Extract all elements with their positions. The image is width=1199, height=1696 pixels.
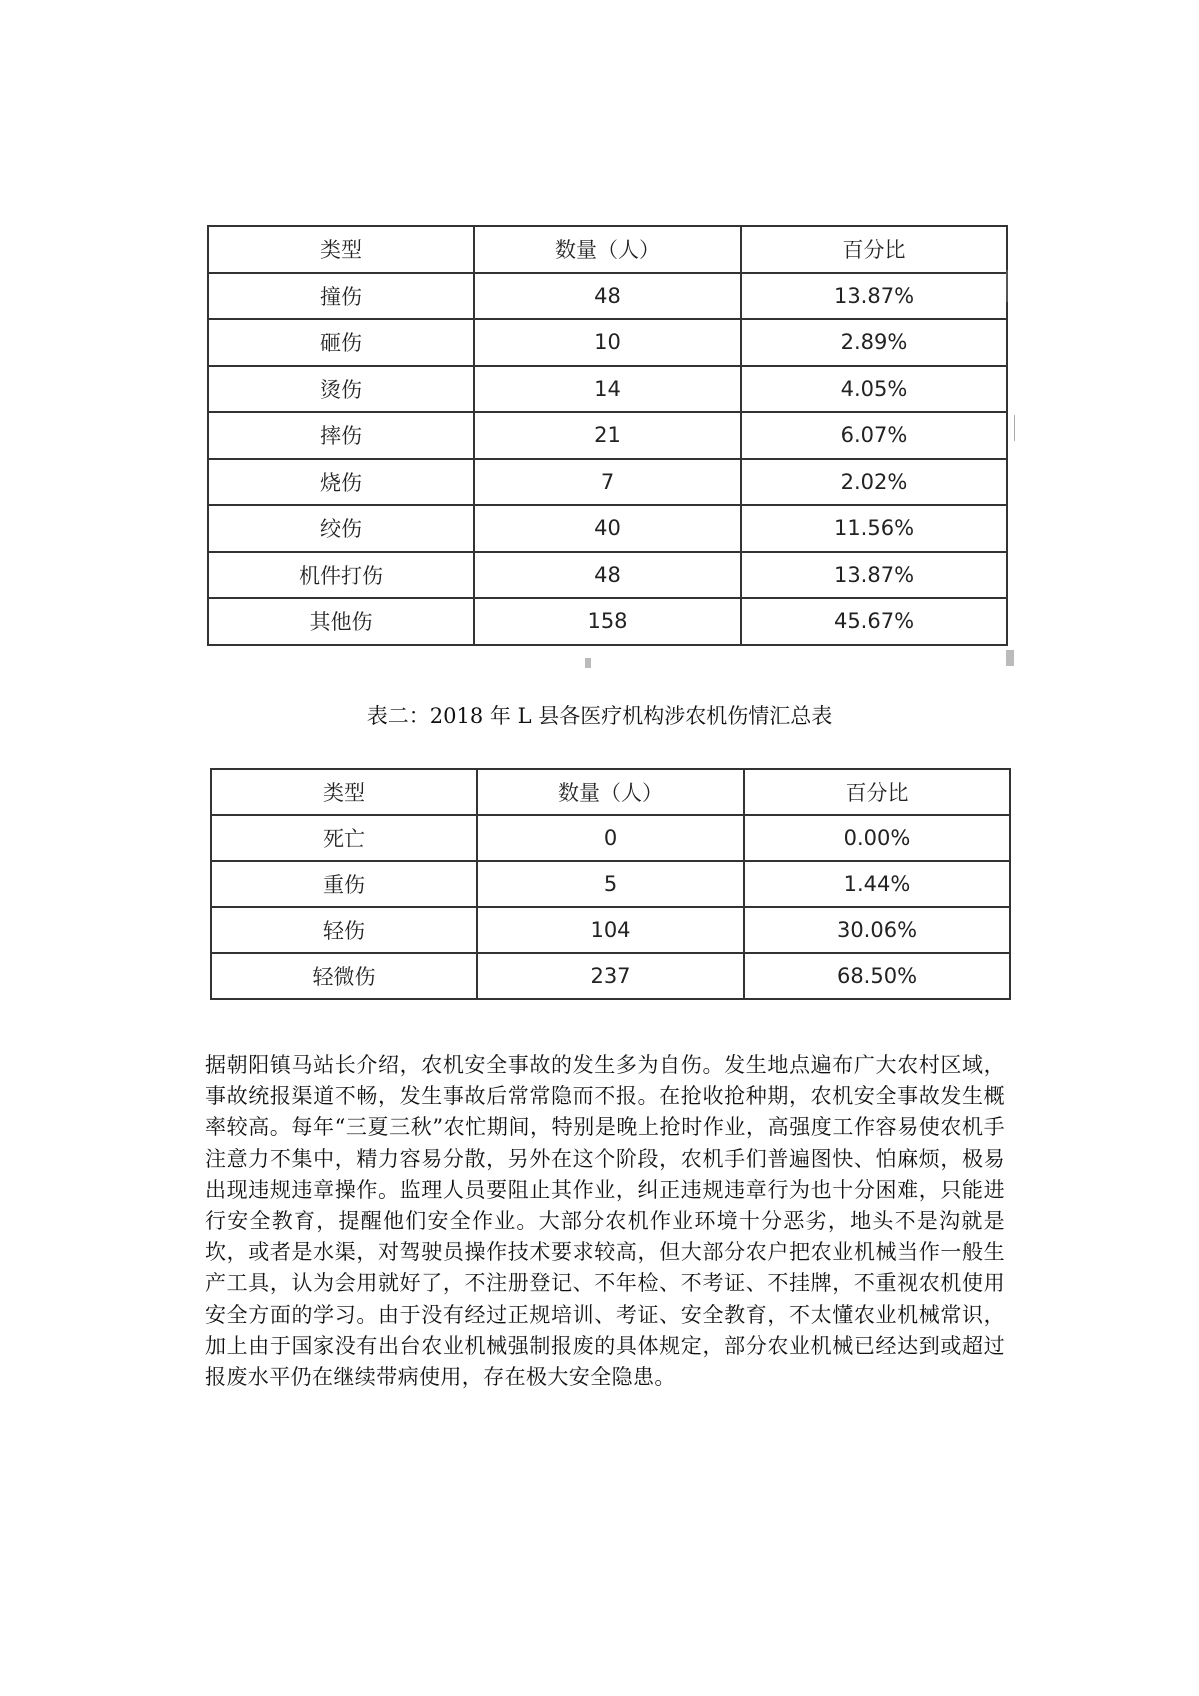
table-cell: 48 xyxy=(474,273,741,320)
table-cell: 5 xyxy=(477,861,744,907)
scan-mark xyxy=(1006,650,1014,666)
table-row xyxy=(208,459,1007,506)
table-row xyxy=(208,319,1007,366)
table-cell: 30.06% xyxy=(744,907,1010,953)
table-cell: 烧伤 xyxy=(208,459,474,506)
table-caption: 表二：2018 年 L 县各医疗机构涉农机伤情汇总表 xyxy=(366,704,833,728)
body-paragraph xyxy=(205,1050,1005,1393)
table-row xyxy=(208,598,1007,645)
table-row xyxy=(208,366,1007,413)
table-cell: 10 xyxy=(474,319,741,366)
table-cell: 40 xyxy=(474,505,741,552)
table-cell: 烫伤 xyxy=(208,366,474,413)
paragraph-text: 据朝阳镇马站长介绍，农机安全事故的发生多为自伤。发生地点遍布广大农村区域，事故统报渠道不畅，发生事故后常常隐而不报。在抢收抢种期，农机安全事故发生概率较高。每年“三夏三秋”农忙期间，特别是晚上抢时作业，高强度工作容易使农机手注意力不集中，精力容易分散，另外在这个阶段，农机手们普遍图快、怕麻烦，极易出现违规违章操作。监理人员要阻止其作业，纠正违规违章行为也十分困难，只能进行安全教育，提醒他们安全作业。大部分农机作业环境十分恶劣，地头不是沟就是坎，或者是水渠，对驾驶员操作技术要求较高，但大部分农户把农业机械当作一般生产工具，认为会用就好了，不注册登记、不年检、不考证、不挂牌，不重视农机使用安全方面的学习。由于没有经过正规培训、考证、安全教育，不太懂农业机械常识，加上由于国家没有出台农业机械强制报废的具体规定，部分农业机械已经达到或超过报废水平仍在继续带病使用，存在极大安全隐患。 xyxy=(205,1053,1005,1390)
table-header-row xyxy=(208,226,1007,273)
table-row xyxy=(211,815,1010,861)
table-cell: 0.00% xyxy=(744,815,1010,861)
table-row xyxy=(208,273,1007,320)
table-row xyxy=(211,861,1010,907)
table-cell: 7 xyxy=(474,459,741,506)
column-header: 类型 xyxy=(208,226,474,273)
scan-mark xyxy=(1006,270,1008,302)
injury-type-table-body xyxy=(208,226,1007,645)
table-cell: 14 xyxy=(474,366,741,413)
column-header: 类型 xyxy=(211,769,477,815)
table-cell: 1.44% xyxy=(744,861,1010,907)
table-cell: 237 xyxy=(477,953,744,999)
table-cell: 6.07% xyxy=(741,412,1007,459)
table-cell: 104 xyxy=(477,907,744,953)
column-header: 数量（人） xyxy=(477,769,744,815)
table-header-row xyxy=(211,769,1010,815)
table-cell: 2.89% xyxy=(741,319,1007,366)
scan-mark xyxy=(1014,415,1015,441)
table-cell: 68.50% xyxy=(744,953,1010,999)
table-cell: 轻微伤 xyxy=(211,953,477,999)
table-cell: 机件打伤 xyxy=(208,552,474,599)
injury-type-table xyxy=(207,225,1008,646)
table-cell: 绞伤 xyxy=(208,505,474,552)
scan-mark xyxy=(585,658,591,668)
table-cell: 13.87% xyxy=(741,273,1007,320)
table-row xyxy=(208,552,1007,599)
table-cell: 死亡 xyxy=(211,815,477,861)
table-cell: 158 xyxy=(474,598,741,645)
table-cell: 11.56% xyxy=(741,505,1007,552)
table-cell: 45.67% xyxy=(741,598,1007,645)
injury-severity-table xyxy=(210,768,1011,1000)
column-header: 百分比 xyxy=(744,769,1010,815)
column-header: 数量（人） xyxy=(474,226,741,273)
table-row xyxy=(208,412,1007,459)
table-cell: 重伤 xyxy=(211,861,477,907)
table-cell: 13.87% xyxy=(741,552,1007,599)
table-cell: 砸伤 xyxy=(208,319,474,366)
table-cell: 摔伤 xyxy=(208,412,474,459)
table-row xyxy=(208,505,1007,552)
table-cell: 21 xyxy=(474,412,741,459)
table-cell: 撞伤 xyxy=(208,273,474,320)
table-cell: 48 xyxy=(474,552,741,599)
table-cell: 0 xyxy=(477,815,744,861)
table-row xyxy=(211,907,1010,953)
table-row xyxy=(211,953,1010,999)
injury-severity-table-body xyxy=(211,769,1010,999)
table-cell: 其他伤 xyxy=(208,598,474,645)
table-cell: 4.05% xyxy=(741,366,1007,413)
column-header: 百分比 xyxy=(741,226,1007,273)
table-cell: 2.02% xyxy=(741,459,1007,506)
table-cell: 轻伤 xyxy=(211,907,477,953)
